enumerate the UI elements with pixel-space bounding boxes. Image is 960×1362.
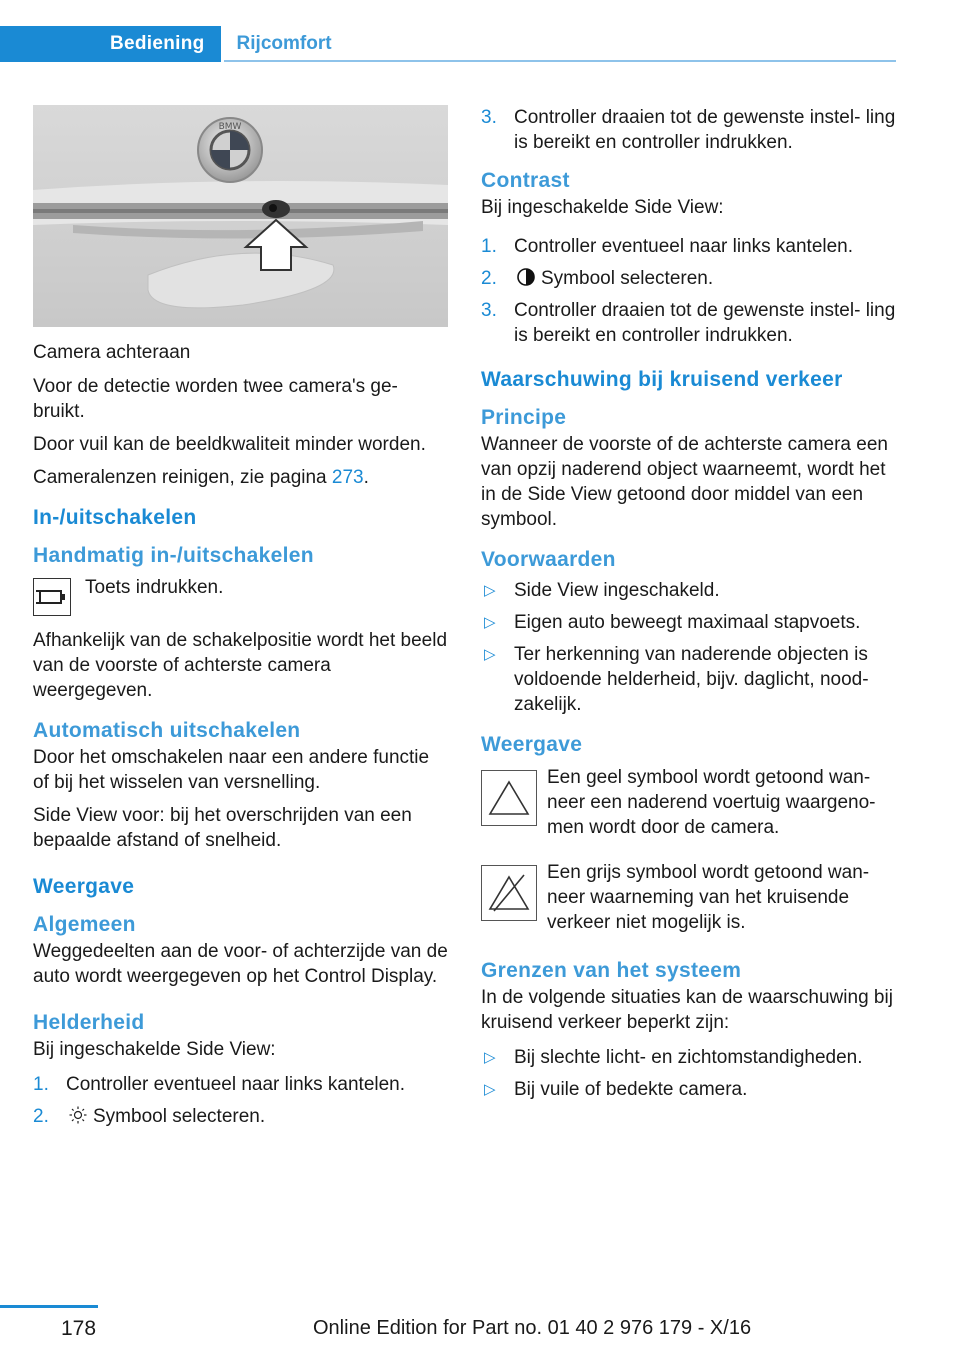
step-text: Symbool selecteren. [93, 1106, 266, 1127]
list-item [481, 234, 896, 259]
edition-text: Online Edition for Part no. 01 40 2 976 179 - X/16 [313, 1317, 752, 1339]
left-column [33, 105, 448, 1136]
list-item [481, 642, 896, 717]
step-number: 1. [481, 236, 497, 257]
heading-grenzen: Grenzen van het systeem [481, 959, 742, 982]
step-number: 2. [481, 268, 497, 289]
bullet-triangle-icon: ▷ [484, 1081, 496, 1098]
paragraph: Door het omschakelen naar een andere functie of bij het wisselen van versnelling. [33, 747, 430, 793]
tab-bediening[interactable]: Bediening [0, 26, 221, 62]
warning-triangle-crossed-icon [481, 865, 537, 921]
page-number: 178 [61, 1317, 97, 1340]
header-divider [224, 60, 896, 62]
list-item-text: Eigen auto beweegt maximaal stapvoets. [514, 612, 861, 633]
text: Cameralenzen reinigen, zie pagina [33, 467, 332, 488]
list-item [481, 266, 896, 291]
step-number: 3. [481, 107, 497, 128]
list-item-text: Side View ingeschakeld. [514, 580, 720, 601]
button-instruction [33, 575, 448, 616]
step-text: Controller draaien tot de gewenste instel‐ ling is bereikt en controller indrukken. [514, 107, 896, 153]
list-item-text: Bij vuile of bedekte camera. [514, 1079, 748, 1100]
paragraph: Afhankelijk van de schakelpositie wordt het beeld van de voorste of achterste camera weergegeven. [33, 630, 448, 701]
brightness-icon [68, 1105, 88, 1125]
bullet-triangle-icon: ▷ [484, 614, 496, 631]
step-number: 1. [33, 1074, 49, 1095]
step-text: Controller eventueel naar links kantelen. [66, 1074, 406, 1095]
paragraph: Een grijs symbool wordt getoond wan‐ neer waarneming van het kruisende verkeer niet mogelijk is. [547, 862, 870, 933]
list-item-text: Bij slechte licht- en zichtomstandigheden. [514, 1047, 863, 1068]
heading-waarschuwing: Waarschuwing bij kruisend verkeer [481, 368, 843, 391]
text: . [363, 467, 369, 488]
step-number: 3. [481, 300, 497, 321]
contrast-icon [516, 267, 536, 287]
heading-algemeen: Algemeen [33, 913, 136, 936]
paragraph: Een geel symbool wordt getoond wan‐ neer een naderend voertuig waargeno‐ men wordt door de camera. [547, 767, 876, 838]
list-item [481, 298, 896, 348]
list-item [481, 1077, 896, 1102]
photo-caption: Camera achteraan [33, 342, 191, 363]
step-text: Controller eventueel naar links kantelen. [514, 236, 854, 257]
camera-button-icon [33, 578, 71, 616]
contrast-steps [481, 234, 896, 348]
heading-weergave: Weergave [33, 875, 135, 898]
list-item [33, 1072, 448, 1097]
step-number: 2. [33, 1106, 49, 1127]
voorwaarden-list [481, 578, 896, 717]
list-item-text: Ter herkenning van naderende objecten is voldoende helderheid, bijv. daglicht, nood‐ zakelijk. [514, 644, 869, 715]
heading-helderheid: Helderheid [33, 1011, 145, 1034]
list-item [33, 1104, 448, 1129]
list-item [481, 1045, 896, 1070]
page-link[interactable]: 273 [331, 467, 364, 488]
heading-automatisch: Automatisch uitschakelen [33, 719, 301, 742]
button-instruction-text: Toets indrukken. [85, 577, 224, 598]
rear-camera-photo [33, 105, 448, 327]
list-item [481, 610, 896, 635]
bullet-triangle-icon: ▷ [484, 582, 496, 599]
paragraph: In de volgende situaties kan de waarschuwing bij kruisend verkeer beperkt zijn: [481, 987, 893, 1033]
paragraph: Wanneer de voorste of de achterste camera een van opzij naderend object waarneemt, wordt het in de Side View getoond door middel van een symbool. [481, 434, 888, 530]
heading-weergave-verkeer: Weergave [481, 733, 583, 756]
paragraph: Voor de detectie worden twee camera's ge‐ bruikt. [33, 376, 398, 422]
warning-triangle-icon [481, 770, 537, 826]
paragraph: Side View voor: bij het overschrijden van een bepaalde afstand of snelheid. [33, 805, 412, 851]
paragraph [33, 465, 448, 490]
heading-handmatig: Handmatig in-/uitschakelen [33, 544, 314, 567]
heading-principe: Principe [481, 406, 567, 429]
grey-symbol-row [481, 860, 896, 935]
helderheid-steps [33, 1072, 448, 1129]
list-item [481, 578, 896, 603]
step-text: Symbool selecteren. [541, 268, 714, 289]
heading-contrast: Contrast [481, 169, 570, 192]
chapter-tabs [0, 26, 348, 62]
footer-divider [0, 1305, 98, 1308]
heading-voorwaarden: Voorwaarden [481, 548, 616, 571]
yellow-symbol-row [481, 765, 896, 840]
paragraph: Bij ingeschakelde Side View: [481, 197, 724, 218]
paragraph: Door vuil kan de beeldkwaliteit minder worden. [33, 434, 426, 455]
bullet-triangle-icon: ▷ [484, 1049, 496, 1066]
paragraph: Weggedeelten aan de voor- of achterzijde van de auto wordt weergegeven op het Control Display. [33, 941, 448, 987]
bullet-triangle-icon: ▷ [484, 646, 496, 663]
helderheid-steps-continued [481, 105, 896, 155]
bmw-logo [198, 118, 262, 182]
grenzen-list [481, 1045, 896, 1102]
tab-rijcomfort[interactable]: Rijcomfort [236, 33, 332, 54]
list-item [481, 105, 896, 155]
paragraph: Bij ingeschakelde Side View: [33, 1039, 276, 1060]
step-text: Controller draaien tot de gewenste instel‐ ling is bereikt en controller indrukken. [514, 300, 896, 346]
heading-in-uitschakelen: In-/uitschakelen [33, 506, 197, 529]
svg-text:BMW: BMW [218, 122, 242, 132]
right-column [481, 105, 896, 1109]
